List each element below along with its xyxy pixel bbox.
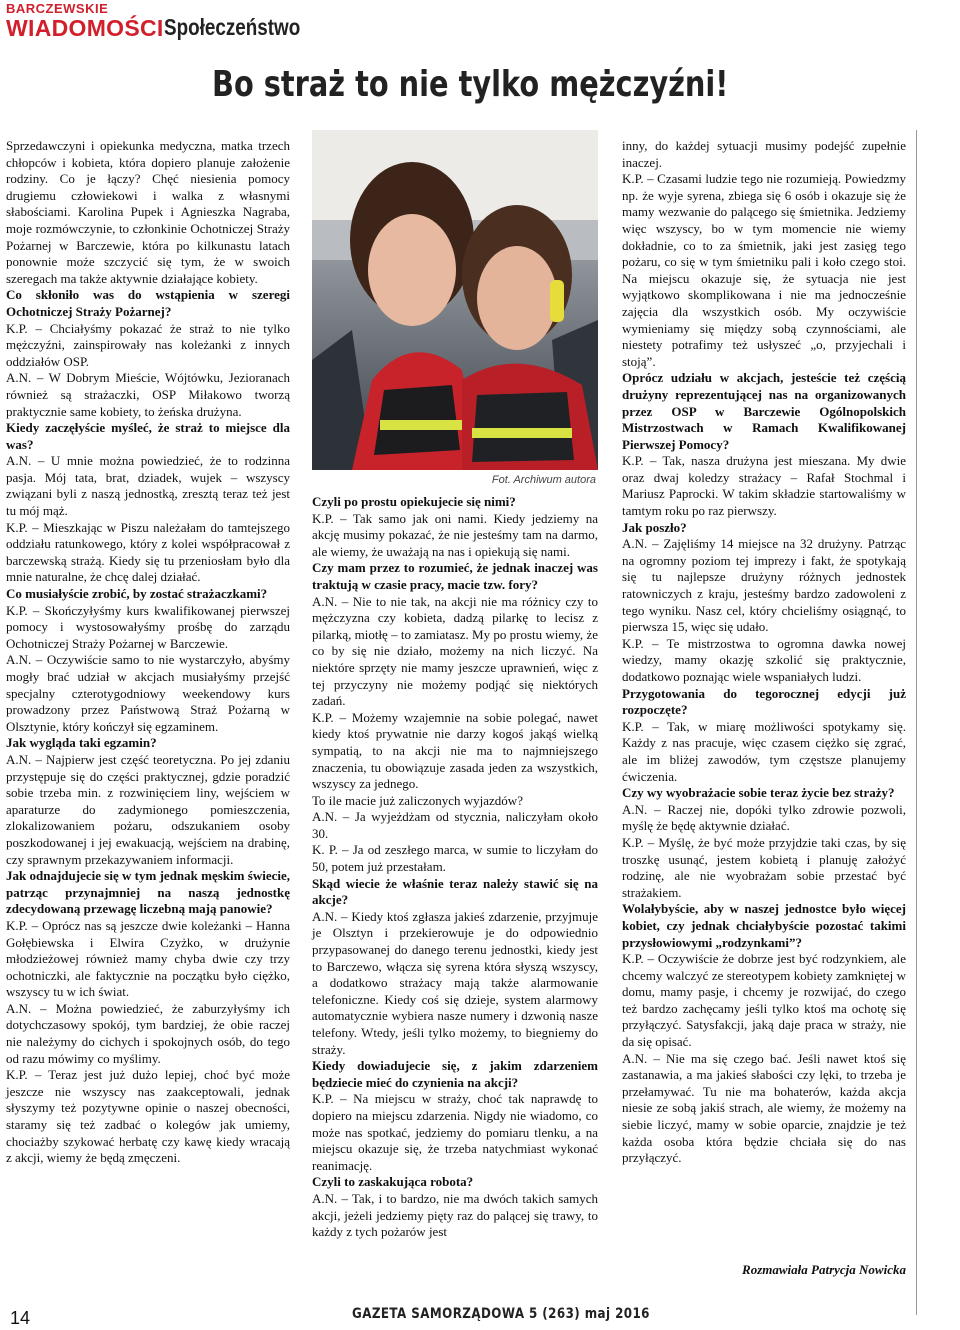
interview-question: Kiedy zaczęłyście myśleć, że straż to miejsce dla was? [6, 420, 290, 452]
article-photo [312, 130, 598, 470]
article-paragraph: K.P. – Czasami ludzie tego nie rozumieją. Powiedzmy np. że wyje syrena, zbiega się 6 osób i okazuje się że mamy wezwanie do palącego się śmietnika. Jedziemy więc wszyscy, bo w tym momencie nie wiemy dokładnie, co to za śmietnik, jaki jest zasięg tego pożaru, co się w tym śmietniku pali i koło czego stoi. Na miejscu okazuje się, że sytuacja nie jest wyjątkowo skomplikowana i nie ma jednocześnie zajęcia dla wszystkich osób. My oczywiście wymieniamy się między sobą czynnościami, ale niestety potrafimy też usłyszeć „o, przyjechali i stoją”. [622, 171, 906, 369]
article-paragraph: K.P. – Te mistrzostwa to ogromna dawka nowej wiedzy, mamy okazję szkolić się praktycznie, dodatkowo poznając wiele wspaniałych ludzi. [622, 635, 906, 684]
article-paragraph: A.N. – Nie to nie tak, na akcji nie ma różnicy czy to mężczyzna czy kobieta, dadzą pilarkę to lecisz z pilarką, miotłę – to zamiatasz. My po prostu wiemy, że co by się nie działo, możemy na nich liczyć. Na niektóre sprzęty nie mamy jeszcze uprawnień, więc z tej przyczyny nie możemy podjąć się niektórych zadań. [312, 593, 598, 709]
interview-question: Jak odnajdujecie się w tym jednak męskim świecie, patrząc przynajmniej na naszą jednostkę zdecydowaną przewagę liczebną mają panowie? [6, 868, 290, 917]
interview-question: Jak wygląda taki egzamin? [6, 735, 157, 751]
headline: Bo straż to nie tylko mężczyźni! [212, 64, 729, 105]
interview-question: Co skłoniło was do wstąpienia w szeregi Ochotniczej Straży Pożarnej? [6, 287, 290, 319]
article-paragraph: K.P. – Oprócz nas są jeszcze dwie koleżanki – Hanna Gołębiewska i Elwira Czyżko, w drużynie młodzieżowej również mamy chyba dwie czy trzy ochotniczki, ale faktycznie na początku było ciężko, wszyscy tu w ich świat. [6, 917, 290, 1000]
article-column-1 [6, 138, 290, 1167]
article-paragraph: K.P. – Tak, w miarę możliwości spotykamy się. Każdy z nas pracuje, więc czasem ciężko się zgrać, ale im bliżej zawodów, tym częstsze planujemy ćwiczenia. [622, 718, 906, 784]
brand-main: WIADOMOŚCI [6, 15, 164, 41]
article-column-2 [312, 494, 598, 1241]
interview-question: Jak poszło? [622, 519, 687, 535]
article-paragraph: A.N. – Raczej nie, dopóki tylko zdrowie pozwoli, myślę że będę aktywnie działać. [622, 801, 906, 834]
article-paragraph: A.N. – Ja wyjeżdżam od stycznia, naliczyłam około 30. [312, 809, 598, 841]
article-paragraph: K. P. – Ja od zeszłego marca, w sumie to liczyłam do 50, potem już przestałam. [312, 842, 598, 875]
article-column-3 [622, 138, 906, 1167]
page-edge-rule [916, 130, 917, 1315]
photo-credit: Fot. Archiwum autora [491, 474, 596, 486]
article-paragraph: K.P. – Chciałyśmy pokazać że straż to nie tylko mężczyźni, zainspirowały nas koleżanki z innych oddziałów OSP. [6, 320, 290, 369]
page-number: 14 [10, 1308, 31, 1328]
article-paragraph: Sprzedawczyni i opiekunka medyczna, matka trzech chłopców i kobieta, która dopiero planuje założenie rodziny. Co je łączy? Chęć niesienia pomocy drugiemu człowiekowi i walka z własnymi słabościami. Karolina Pupek i Agnieszka Nagraba, moje rozmówczynie, to członkinie Ochotniczej Straży Pożarnej w Barczewie, która po kilkunastu latach ponownie może szczycić się tym, że w swoich szeregach ma także aktywnie działające kobiety. [6, 138, 290, 286]
article-paragraph: K.P. – Mieszkając w Piszu należałam do tamtejszego oddziału ratunkowego, który z kolei współpracował z barczewską strażą. Kiedy się tu przeniosłam było dla mnie naturalne, że chcę dalej działać. [6, 519, 290, 585]
masthead-logo [6, 1, 164, 41]
publication-footer: GAZETA SAMORZĄDOWA 5 (263) maj 2016 [352, 1306, 650, 1322]
interview-question: Czy wy wyobrażacie sobie teraz życie bez straży? [622, 785, 895, 801]
article-paragraph: To ile macie już zaliczonych wyjazdów? [312, 792, 523, 808]
interviewer-signoff: Rozmawiała Patrycja Nowicka [742, 1262, 906, 1277]
section-title: Społeczeństwo [164, 14, 301, 40]
article-paragraph: K.P. – Teraz jest już dużo lepiej, choć być może jeszcze nie wszyscy nas zaakceptowali, jednak słyszymy też pozytywne opinie o naszej obecności, staramy się też zadbać o kolegów jak umiemy, chociażby szykować herbatę czy kawę kiedy wracają z akcji, wiemy że będą zmęczeni. [6, 1067, 290, 1166]
article-paragraph: A.N. – Kiedy ktoś zgłasza jakieś zdarzenie, przyjmuje je Olsztyn i przekierowuje je do odpowiednio przypasowanej do danego terenu jednostki, kiedy jest to Barczewo, włącza się syrena która słyszą wszyscy, a dodatkowo strażacy mają także alarmowanie telefoniczne. Kiedy coś się dzieje, system alarmowy automatycznie wybiera nasze numery i dzwonią nasze telefony. Wtedy, jeśli tylko możemy, to biegniemy do straży. [312, 908, 598, 1057]
article-paragraph: K.P. – Tak samo jak oni nami. Kiedy jedziemy na akcję musimy pokazać, że nie jesteśmy tam na darmo, ale wiemy, że uważają na nas i opiekują się nami. [312, 510, 598, 559]
interview-question: Wolałybyście, aby w naszej jednostce było więcej kobiet, czy jednak chciałybyście pozostać takimi przysłowiowymi „rodzynkami”? [622, 901, 906, 950]
interview-question: Oprócz udziału w akcjach, jesteście też częścią drużyny reprezentującej nas na organizowanych przez OSP w Barczewie Ogólnopolskich Mistrzostwach w Ramach Kwalifikowanej Pierwszej Pomocy? [622, 370, 906, 452]
article-paragraph: K.P. – Tak, nasza drużyna jest mieszana. My dwie oraz dwaj koledzy strażacy – Rafał Stochmal i Mariusz Paprocki. W takim składzie startowaliśmy w tamtym roku po raz pierwszy. [622, 453, 906, 519]
interview-question: Kiedy dowiadujecie się, z jakim zdarzeniem będziecie mieć do czynienia na akcji? [312, 1058, 598, 1090]
article-paragraph: K.P. – Skończyłyśmy kurs kwalifikowanej pierwszej pomocy i wystosowałyśmy prośbę do zarządu Ochotniczej Straży Pożarnej w Barczewie. [6, 602, 290, 651]
article-paragraph: A.N. – U mnie można powiedzieć, że to rodzinna pasja. Mój tata, brat, dziadek, wujek – wszyscy związani byli z naszą jednostką, zresztą teraz też jest tu mój mąż. [6, 453, 290, 519]
interview-question: Skąd wiecie że właśnie teraz należy stawić się na akcje? [312, 875, 598, 908]
interview-question: Czyli to zaskakująca robota? [312, 1174, 474, 1190]
article-paragraph: A.N. – Tak, i to bardzo, nie ma dwóch takich samych akcji, jeżeli jedziemy pięty raz do palącej się trawy, to każdy z tych pożarów jest [312, 1190, 598, 1240]
article-paragraph: A.N. – Zajęliśmy 14 miejsce na 32 drużyny. Patrząc na ogromny poziom tej imprezy i fakt, że spotykają się tu najlepsze drużyny różnych jednostek ratowniczych z kraju, jesteśmy bardzo zadowoleni z tego wyniku. Nasz cel, który chcieliśmy osiągnąć, to pierwsza 15, więc się udało. [622, 536, 906, 635]
interview-question: Przygotowania do tegorocznej edycji już rozpoczęte? [622, 685, 906, 718]
article-paragraph: K.P. – Możemy wzajemnie na sobie polegać, nawet kiedy ktoś prywatnie nie darzy kogoś jakąś wielką sympatią, to na akcji nie ma to najmniejszego znaczenia, tu obowiązuje zasada jeden za wszystkich, wszyscy za jednego. [312, 709, 598, 792]
article-paragraph: inny, do każdej sytuacji musimy podejść zupełnie inaczej. [622, 138, 906, 170]
article-paragraph: A.N. – Można powiedzieć, że zaburzyłyśmy ich dotychczasowy spokój, tym bardziej, że obie raczej nie należymy do cichych i spokojnych osób, do tego od razu mówimy co myślimy. [6, 1000, 290, 1066]
interview-question: Co musiałyście zrobić, by zostać strażaczkami? [6, 586, 268, 602]
article-paragraph: K.P. – Myślę, że być może przyjdzie taki czas, by się troszkę usunąć, jestem kobietą i planuję założyć rodzinę, ale nie wyobrażam sobie przestać być strażakiem. [622, 834, 906, 900]
article-paragraph: A.N. – W Dobrym Mieście, Wójtówku, Jezioranach również są strażaczki, OSP Miłakowo tworzą praktycznie same kobiety, to żeńska drużyna. [6, 370, 290, 419]
article-paragraph: K.P. – Na miejscu w straży, choć tak naprawdę to dopiero na miejscu zdarzenia. Nigdy nie wiadomo, co może nas spotkać, jedziemy do pomiaru tlenku, a na miejscu okazuje się, że trzeba natychmiast wykonać reanimację. [312, 1091, 598, 1173]
interview-question: Czyli po prostu opiekujecie się nimi? [312, 494, 516, 509]
article-paragraph: A.N. – Nie ma się czego bać. Jeśli nawet ktoś się zastanawia, a ma jakieś słabości czy lęki, to trzeba je przełamywać. Tu nie ma bohaterów, każda akcja niesie ze sobą jakiś strach, ale wiemy, że możemy na siebie liczyć, mamy w sobie oparcie, znajdzie je też każda osoba która będzie chciała się do nas przyłączyć. [622, 1050, 906, 1166]
article-paragraph: A.N. – Oczywiście samo to nie wystarczyło, abyśmy mogły brać udział w akcjach musiałyśmy przejść specjalny czterotygodniowy weekendowy kurs prowadzony przez Państwową Straż Pożarną w Olsztynie, który kończył się egzaminem. [6, 652, 290, 734]
interview-question: Czy mam przez to rozumieć, że jednak inaczej was traktują w czasie pracy, macie tzw. fory? [312, 560, 598, 592]
brand-top: BARCZEWSKIE [6, 1, 109, 16]
article-paragraph: A.N. – Najpierw jest część teoretyczna. Po jej zdaniu przystępuje się do części praktycznej, gdzie poradzić sobie trzeba min. z rozwinięciem liny, wejściem w aparaturze do zadymionego pomieszczenia, zlokalizowaniem pożaru, odszukaniem osoby poszkodowanej i jej ewakuacją, wejściem na drabinę, czy sprawnym przekazywaniem informacji. [6, 751, 290, 867]
photo-two-firefighters [312, 130, 598, 470]
article-paragraph: K.P. – Oczywiście że dobrze jest być rodzynkiem, ale chcemy walczyć ze stereotypem kobiety zamkniętej w domu, mamy pasje, i chcemy je rozwijać, do czego też bardzo zachęcamy jeśli tylko ktoś ma ochotę się przyłączyć. Satysfakcji, jaką daje praca w straży, nie da się opisać. [622, 951, 906, 1050]
